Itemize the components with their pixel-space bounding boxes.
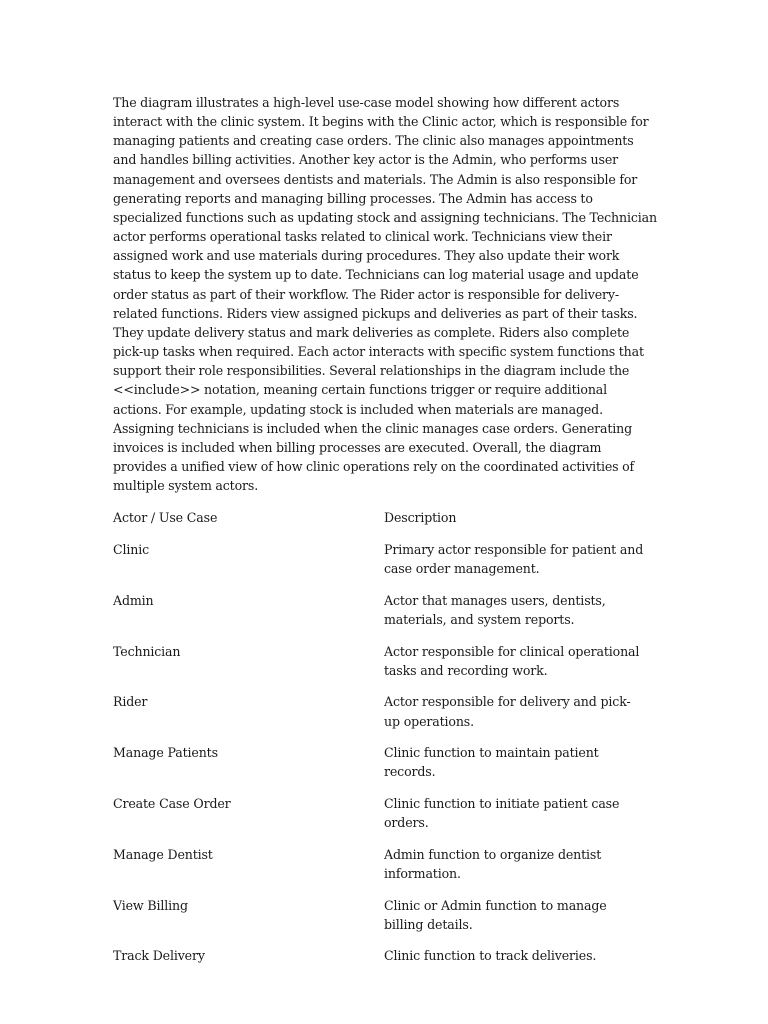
actor-cell: Manage Patients — [113, 745, 218, 761]
description-cell: Clinic or Admin function to manage billing details. — [384, 897, 607, 932]
table-row — [113, 794, 658, 832]
description-cell: Admin function to organize dentist information. — [384, 846, 602, 881]
column-header-description: Description — [384, 510, 457, 526]
table-row — [113, 946, 658, 965]
actor-cell: Technician — [113, 643, 181, 659]
description-cell: Clinic function to initiate patient case orders. — [384, 796, 620, 831]
actor-cell: Manage Dentist — [113, 846, 213, 862]
actor-cell: Admin — [113, 592, 154, 608]
table-row — [113, 845, 658, 883]
table-row — [113, 642, 658, 680]
column-header-actor: Actor / Use Case — [113, 510, 218, 526]
table-row — [113, 540, 658, 578]
description-cell: Actor that manages users, dentists, materials, and system reports. — [384, 592, 606, 627]
description-cell: Actor responsible for delivery and pick-up operations. — [384, 694, 631, 729]
intro-paragraph: The diagram illustrates a high-level use-case model showing how different actors interact with the clinic system. It begins with the Clinic actor, which is responsible for managing patients and creating case orders. The clinic also manages appointments and handles billing activities. Another key actor is the Admin, who performs user management and oversees dentists and materials. The Admin is also responsible for generating reports and managing billing processes. The Admin has access to specialized functions such as updating stock and assigning technicians. The Technician actor performs operational tasks related to clinical work. Technicians view their assigned work and use materials during procedures. They also update their work status to keep the system up to date. Technicians can log material usage and update order status as part of their workflow. The Rider actor is responsible for delivery-related functions. Riders view assigned pickups and deliveries as part of their tasks. They update delivery status and mark deliveries as complete. Riders also complete pick-up tasks when required. Each actor interacts with specific system functions that support their role responsibilities. Several relationships in the diagram include the <<include>> notation, meaning certain functions trigger or require additional actions. For example, updating stock is included when materials are managed. Assigning technicians is included when the clinic manages case orders. Generating invoices is included when billing processes are executed. Overall, the diagram provides a unified view of how clinic operations rely on the coordinated activities of multiple system actors. — [113, 95, 657, 494]
description-cell: Clinic function to track deliveries. — [384, 948, 597, 964]
actor-cell: Create Case Order — [113, 796, 231, 811]
actor-cell: Rider — [113, 694, 148, 710]
description-cell: Primary actor responsible for patient and case order management. — [384, 541, 644, 577]
table-row — [113, 591, 658, 629]
actor-cell: Clinic — [113, 541, 149, 557]
use-case-table — [113, 508, 658, 965]
actor-cell: View Billing — [113, 897, 188, 913]
description-cell: Clinic function to maintain patient records. — [384, 745, 599, 780]
document-page — [113, 93, 658, 978]
actor-cell: Track Delivery — [113, 948, 205, 964]
table-row — [113, 743, 658, 781]
table-header-row — [113, 508, 658, 527]
description-cell: Actor responsible for clinical operational tasks and recording work. — [384, 643, 640, 678]
table-row — [113, 896, 658, 934]
table-row — [113, 692, 658, 730]
